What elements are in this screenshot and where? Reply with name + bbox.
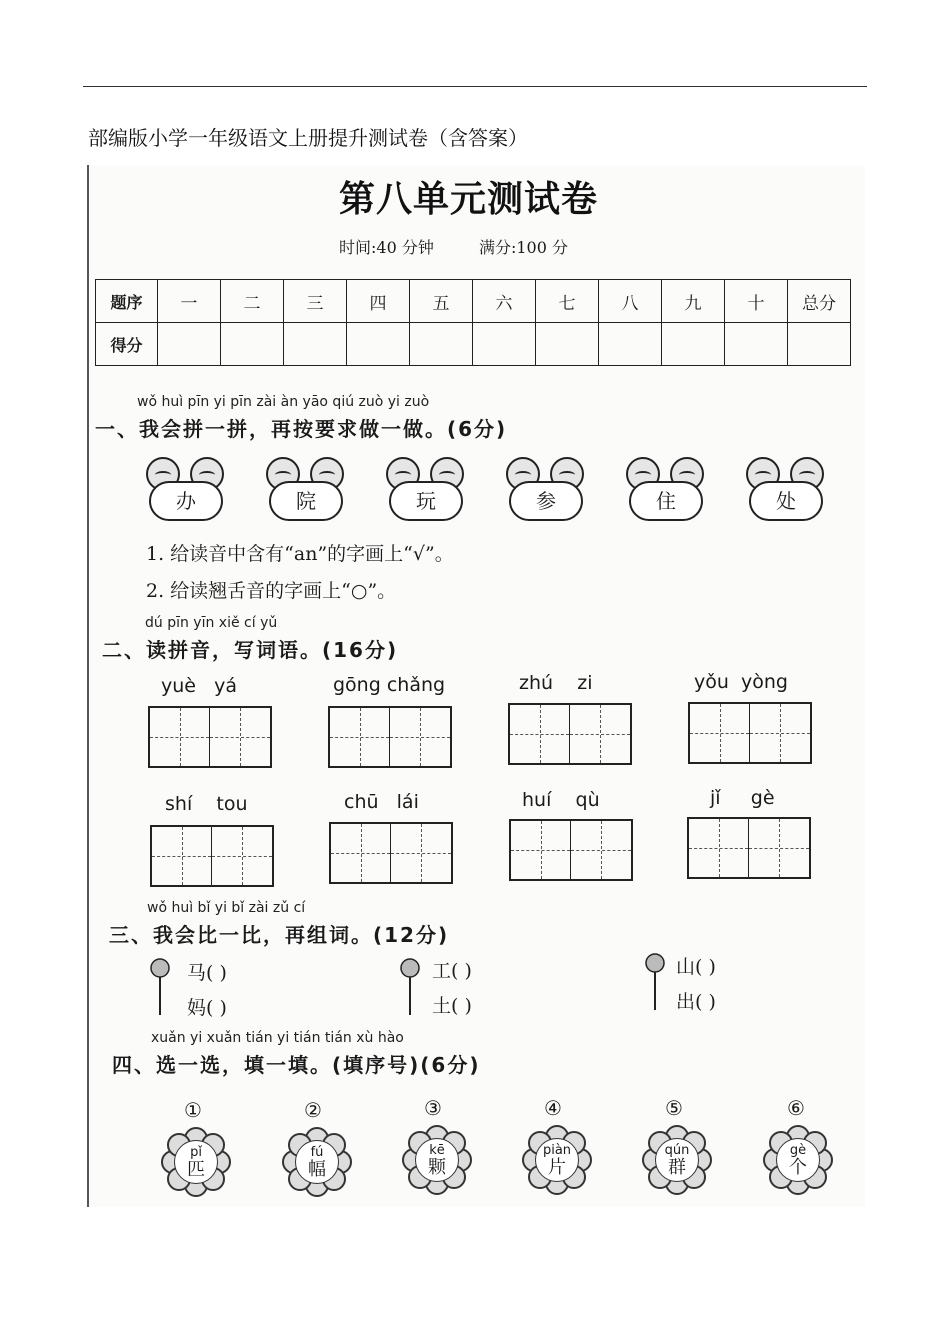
sec4-title: 四、选一选，填一填。(填序号)(6分): [112, 1053, 481, 1077]
option-flower[interactable]: [642, 1125, 712, 1195]
option-core: [776, 1138, 820, 1182]
frog-card: [386, 457, 466, 527]
option-flower[interactable]: [522, 1125, 592, 1195]
compare-bottom[interactable]: 土( ): [432, 995, 472, 1017]
score-cell[interactable]: [725, 323, 788, 366]
grid-cell[interactable]: [330, 708, 390, 766]
sec1-title: 一、我会拼一拼，再按要求做一做。(6分): [95, 417, 508, 441]
score-table-header-row: [96, 280, 851, 323]
option-pinyin: qún: [664, 1143, 690, 1158]
score-col-3: 三: [284, 280, 347, 323]
pinyin-syllable: zi: [577, 672, 593, 694]
writing-grid[interactable]: [329, 822, 453, 884]
grid-cell[interactable]: [210, 708, 270, 766]
header-rule: [83, 86, 867, 87]
word-pinyin: [694, 671, 788, 693]
option-core: [295, 1140, 339, 1184]
compare-top[interactable]: 山( ): [676, 956, 716, 978]
score-cell[interactable]: [347, 323, 410, 366]
score-cell[interactable]: [473, 323, 536, 366]
option-number: ②: [304, 1098, 322, 1122]
word-pinyin: [522, 789, 600, 811]
grid-cell[interactable]: [390, 708, 450, 766]
exam-meta: [339, 235, 608, 258]
pinyin-syllable: gōng: [333, 674, 381, 696]
option-flower[interactable]: [402, 1125, 472, 1195]
score-cell[interactable]: [158, 323, 221, 366]
compare-top[interactable]: 马( ): [187, 962, 227, 984]
pinyin-syllable: chǎng: [386, 674, 446, 696]
pinyin-syllable: jǐ: [710, 787, 721, 809]
scanned-exam-sheet: [87, 165, 865, 1207]
score-cell[interactable]: [788, 323, 851, 366]
score-col-8: 八: [599, 280, 662, 323]
score-col-9: 九: [662, 280, 725, 323]
pinyin-syllable: tou: [216, 793, 248, 815]
word-pinyin: [710, 787, 775, 809]
flower-icon: [644, 952, 666, 1012]
grid-cell[interactable]: [152, 827, 212, 885]
sec3-title: 三、我会比一比，再组词。(12分): [109, 923, 450, 947]
grid-cell[interactable]: [689, 819, 749, 877]
score-table: [95, 279, 851, 366]
frog-char[interactable]: 办: [149, 481, 223, 521]
score-col-total: 总分: [788, 280, 851, 323]
frog-card: [746, 457, 826, 527]
option-number: ④: [544, 1096, 562, 1120]
flower-icon: [149, 957, 171, 1017]
option-char: 个: [789, 1157, 807, 1178]
option-pinyin: pǐ: [190, 1145, 202, 1160]
score-cell[interactable]: [599, 323, 662, 366]
option-core: [655, 1138, 699, 1182]
option-pinyin: gè: [789, 1143, 807, 1158]
grid-cell[interactable]: [749, 819, 809, 877]
option-core: [174, 1140, 218, 1184]
grid-cell[interactable]: [511, 821, 571, 879]
pinyin-syllable: lái: [396, 791, 419, 813]
pinyin-syllable: yuè: [161, 675, 196, 697]
score-table-row1-header: 题序: [96, 280, 158, 323]
score-col-2: 二: [221, 280, 284, 323]
compare-top[interactable]: 工( ): [432, 960, 472, 982]
writing-grid[interactable]: [150, 825, 274, 887]
option-flower[interactable]: [763, 1125, 833, 1195]
pinyin-syllable: yá: [214, 675, 237, 697]
score-col-7: 七: [536, 280, 599, 323]
sec2-pinyin: dú pīn yīn xiě cí yǔ: [145, 615, 278, 631]
document-title: 部编版小学一年级语文上册提升测试卷（含答案）: [88, 126, 528, 150]
score-table-score-row: [96, 323, 851, 366]
sec2-title: 二、读拼音，写词语。(16分): [102, 638, 399, 662]
frog-card: [506, 457, 586, 527]
option-pinyin: fú: [310, 1145, 324, 1160]
grid-cell[interactable]: [510, 705, 570, 763]
word-pinyin: [165, 793, 248, 815]
option-number: ①: [184, 1098, 202, 1122]
option-flower[interactable]: [282, 1127, 352, 1197]
option-pinyin: kē: [429, 1143, 445, 1158]
exam-time: 时间:40 分钟: [339, 238, 434, 257]
pinyin-syllable: yòng: [741, 671, 788, 693]
score-cell[interactable]: [536, 323, 599, 366]
option-char: 匹: [187, 1159, 205, 1180]
pinyin-syllable: huí: [522, 789, 552, 811]
frog-char[interactable]: 玩: [389, 481, 463, 521]
writing-grid[interactable]: [688, 702, 812, 764]
score-col-5: 五: [410, 280, 473, 323]
sec1-pinyin: wǒ huì pīn yi pīn zài àn yāo qiú zuò yi zuò: [137, 394, 430, 410]
option-flower[interactable]: [161, 1127, 231, 1197]
word-pinyin: [344, 791, 419, 813]
compare-bottom[interactable]: 妈( ): [187, 997, 227, 1019]
grid-cell[interactable]: [150, 708, 210, 766]
sec3-pinyin: wǒ huì bǐ yi bǐ zài zǔ cí: [147, 900, 306, 916]
grid-cell[interactable]: [570, 705, 630, 763]
frog-card: [146, 457, 226, 527]
word-pinyin: [333, 674, 445, 696]
sec4-pinyin: xuǎn yi xuǎn tián yi tián tián xù hào: [151, 1030, 404, 1046]
frog-char[interactable]: 处: [749, 481, 823, 521]
grid-cell[interactable]: [212, 827, 272, 885]
score-col-6: 六: [473, 280, 536, 323]
frog-char[interactable]: 参: [509, 481, 583, 521]
grid-cell[interactable]: [690, 704, 750, 762]
exam-full-score: 满分:100 分: [478, 238, 568, 257]
option-number: ③: [424, 1096, 442, 1120]
writing-grid[interactable]: [687, 817, 811, 879]
grid-cell[interactable]: [331, 824, 391, 882]
score-col-4: 四: [347, 280, 410, 323]
exam-title: 第八单元测试卷: [339, 178, 599, 220]
score-cell[interactable]: [410, 323, 473, 366]
word-pinyin: [519, 672, 593, 694]
score-col-1: 一: [158, 280, 221, 323]
frog-char[interactable]: 住: [629, 481, 703, 521]
flower-icon: [399, 957, 421, 1017]
score-col-10: 十: [725, 280, 788, 323]
grid-cell[interactable]: [391, 824, 451, 882]
option-char: 幅: [308, 1159, 326, 1180]
sec1-instruction-1: 1. 给读音中含有“an”的字画上“√”。: [146, 543, 454, 565]
score-table-row2-header: 得分: [96, 323, 158, 366]
option-core: [415, 1138, 459, 1182]
pinyin-syllable: chū: [344, 791, 379, 813]
option-core: [535, 1138, 579, 1182]
pinyin-syllable: qù: [575, 789, 600, 811]
option-char: 群: [668, 1157, 686, 1178]
frog-card: [626, 457, 706, 527]
score-cell[interactable]: [662, 323, 725, 366]
pinyin-syllable: yǒu: [694, 671, 729, 693]
option-pinyin: piàn: [542, 1143, 572, 1158]
grid-cell[interactable]: [750, 704, 810, 762]
writing-grid[interactable]: [148, 706, 272, 768]
frog-char[interactable]: 院: [269, 481, 343, 521]
writing-grid[interactable]: [328, 706, 452, 768]
writing-grid[interactable]: [509, 819, 633, 881]
option-number: ⑤: [665, 1096, 683, 1120]
writing-grid[interactable]: [508, 703, 632, 765]
sec1-instruction-2: 2. 给读翘舌音的字画上“○”。: [146, 580, 397, 602]
pinyin-syllable: zhú: [519, 672, 554, 694]
score-cell[interactable]: [221, 323, 284, 366]
score-cell[interactable]: [284, 323, 347, 366]
compare-bottom[interactable]: 出( ): [676, 991, 716, 1013]
pinyin-syllable: gè: [750, 787, 775, 809]
word-pinyin: [161, 675, 237, 697]
grid-cell[interactable]: [571, 821, 631, 879]
option-number: ⑥: [787, 1096, 805, 1120]
frog-card: [266, 457, 346, 527]
option-char: 颗: [428, 1157, 446, 1178]
option-char: 片: [548, 1157, 566, 1178]
pinyin-syllable: shí: [165, 793, 193, 815]
